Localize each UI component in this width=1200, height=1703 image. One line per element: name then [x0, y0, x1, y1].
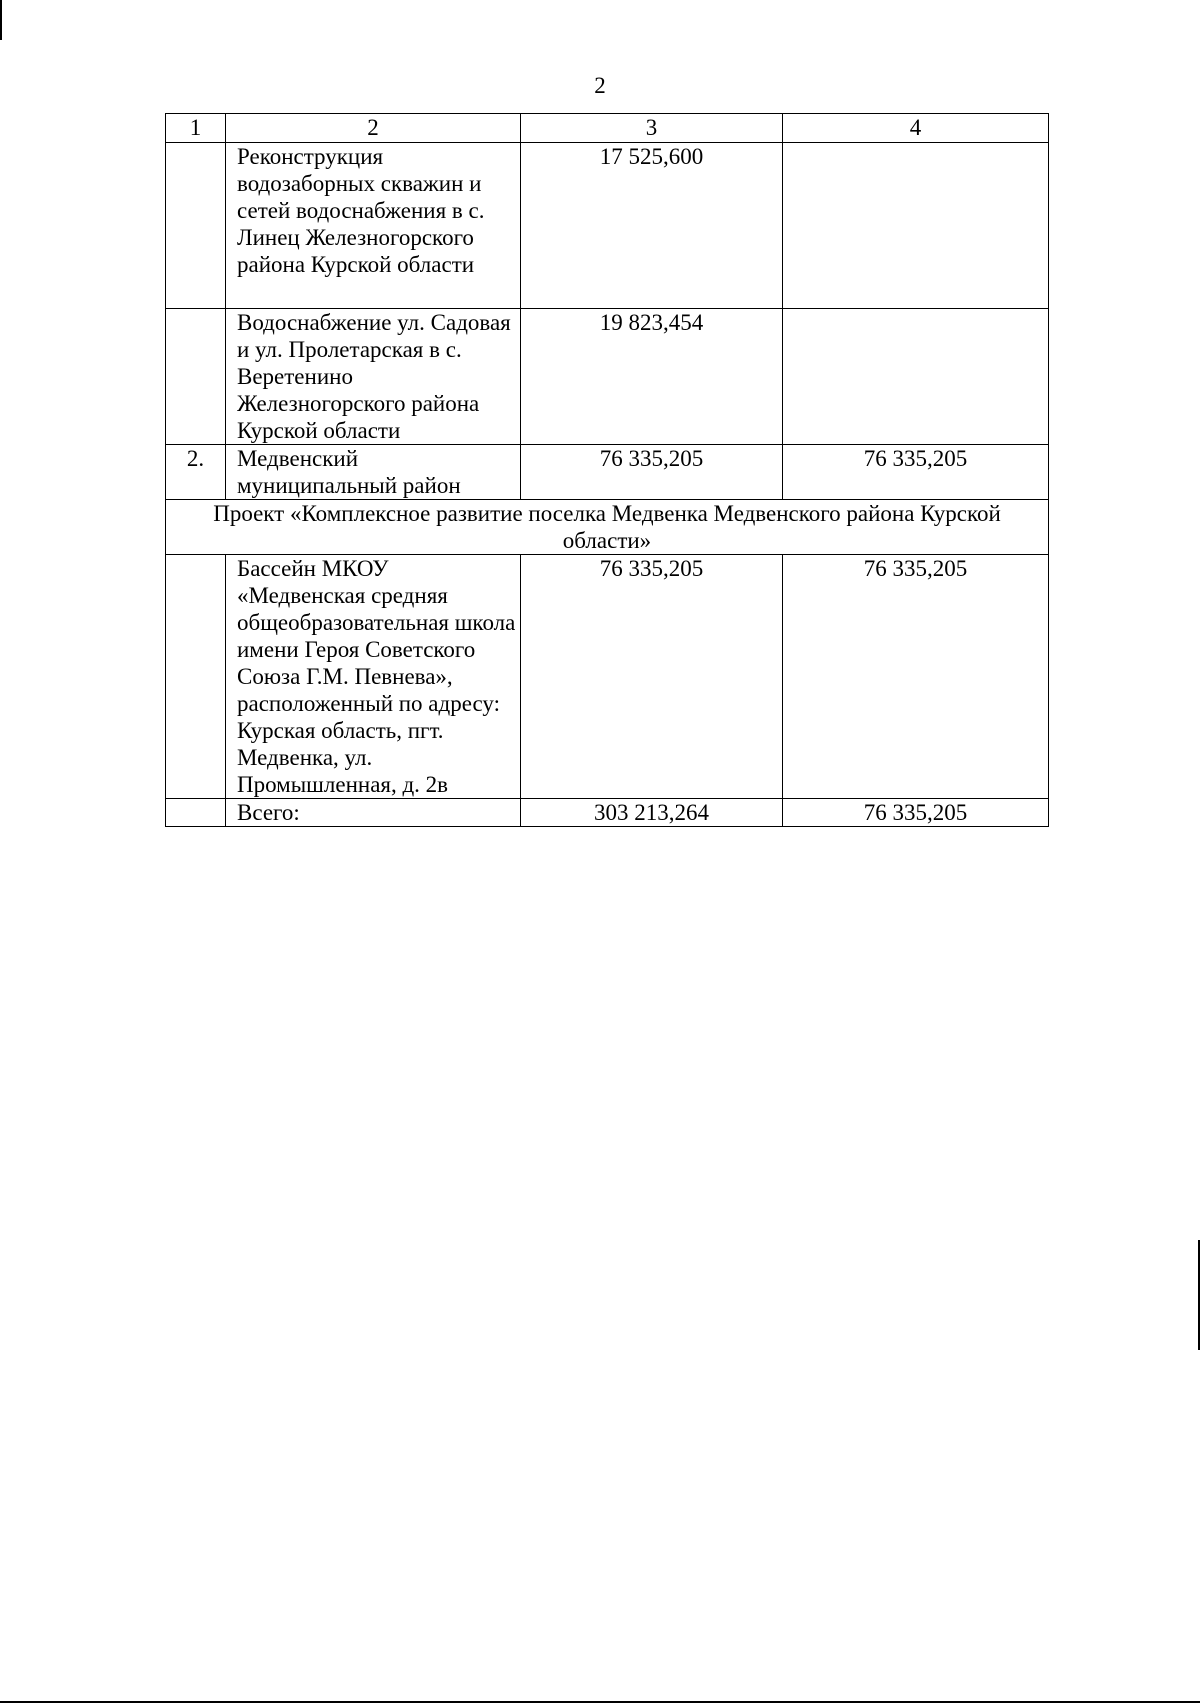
amount-col3: 17 525,600	[521, 143, 783, 309]
object-name: Бассейн МКОУ «Медвенская средняя общеобразовательная школа имени Героя Советского Союза Г.М. Певнева», расположенный по адресу: Курская область, пгт. Медвенка, ул. Промышленная, д. 2в	[226, 555, 521, 799]
row-number	[166, 799, 226, 827]
scan-edge-line-left-top	[0, 0, 2, 40]
table-row	[166, 309, 1049, 445]
object-name: Водоснабжение ул. Садовая и ул. Пролетарская в с. Веретенино Железногорского района Курской области	[226, 309, 521, 445]
header-cell-1: 1	[166, 114, 226, 143]
amount-col3: 19 823,454	[521, 309, 783, 445]
amount-col4	[783, 143, 1049, 309]
table-row	[166, 445, 1049, 500]
object-name: Медвенский муниципальный район	[226, 445, 521, 500]
table-header-row	[166, 114, 1049, 143]
amount-col3: 76 335,205	[521, 445, 783, 500]
amount-col4: 76 335,205	[783, 445, 1049, 500]
total-row	[166, 799, 1049, 827]
page-number: 2	[594, 73, 606, 98]
row-number	[166, 309, 226, 445]
budget-table	[165, 113, 1049, 827]
table-row	[166, 143, 1049, 309]
amount-col4	[783, 309, 1049, 445]
amount-col4: 76 335,205	[783, 555, 1049, 799]
object-name: Реконструкция водозаборных скважин и сетей водоснабжения в с. Линец Железногорского района Курской области	[226, 143, 521, 309]
total-label: Всего:	[226, 799, 521, 827]
total-col4: 76 335,205	[783, 799, 1049, 827]
project-row	[166, 500, 1049, 555]
row-number: 2.	[166, 445, 226, 500]
total-col3: 303 213,264	[521, 799, 783, 827]
row-number	[166, 143, 226, 309]
header-cell-4: 4	[783, 114, 1049, 143]
header-cell-2: 2	[226, 114, 521, 143]
table-row	[166, 555, 1049, 799]
amount-col3: 76 335,205	[521, 555, 783, 799]
project-title: Проект «Комплексное развитие поселка Медвенка Медвенского района Курской области»	[166, 500, 1049, 555]
row-number	[166, 555, 226, 799]
header-cell-3: 3	[521, 114, 783, 143]
